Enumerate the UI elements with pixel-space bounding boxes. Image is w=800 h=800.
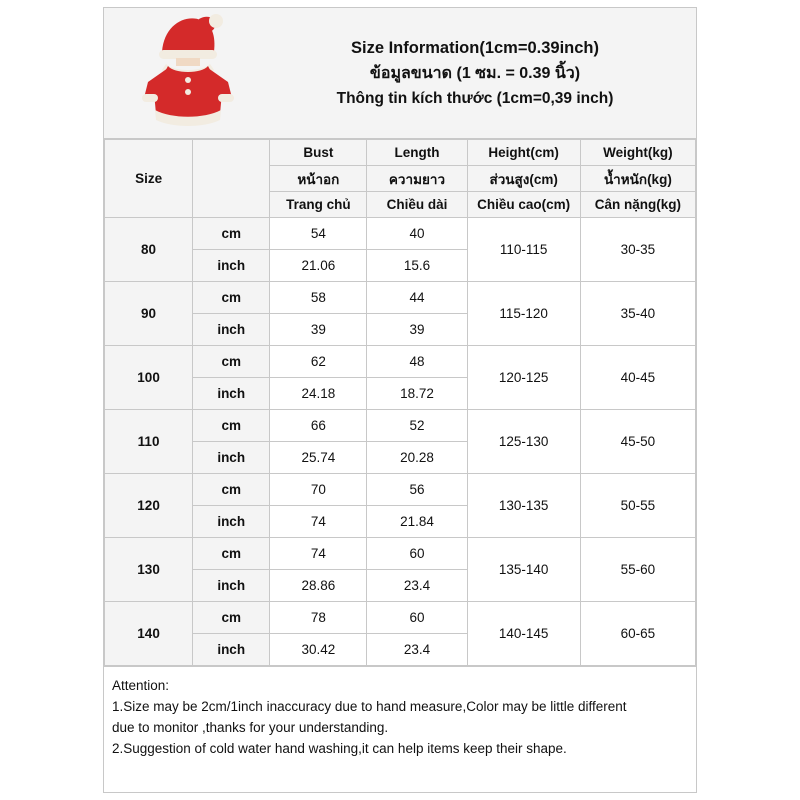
row-size: 100: [105, 346, 193, 410]
row-size: 120: [105, 474, 193, 538]
row-length-cm: 48: [367, 346, 467, 378]
row-unit-cm: cm: [193, 346, 270, 378]
row-weight: 40-45: [580, 346, 695, 410]
row-bust-inch: 25.74: [270, 442, 367, 474]
row-length-inch: 39: [367, 314, 467, 346]
row-unit-cm: cm: [193, 474, 270, 506]
row-unit-inch: inch: [193, 506, 270, 538]
row-unit-cm: cm: [193, 410, 270, 442]
row-unit-inch: inch: [193, 314, 270, 346]
table-header-row-en: [105, 140, 696, 166]
row-height: 110-115: [467, 218, 580, 282]
col-header-length-en: Length: [367, 140, 467, 166]
row-bust-inch: 74: [270, 506, 367, 538]
table-row: [105, 410, 696, 442]
row-height: 130-135: [467, 474, 580, 538]
title-th: ข้อมูลขนาด (1 ซม. = 0.39 นิ้ว): [369, 64, 581, 82]
col-header-length-th: ความยาว: [367, 166, 467, 192]
attention-line-1: 1.Size may be 2cm/1inch inaccuracy due to hand measure,Color may be little different: [112, 699, 627, 714]
row-bust-cm: 66: [270, 410, 367, 442]
size-table: [104, 139, 696, 666]
row-size: 140: [105, 602, 193, 666]
row-weight: 50-55: [580, 474, 695, 538]
row-bust-cm: 78: [270, 602, 367, 634]
row-length-cm: 52: [367, 410, 467, 442]
unit-header-cell: [193, 140, 270, 218]
row-unit-inch: inch: [193, 250, 270, 282]
row-unit-inch: inch: [193, 378, 270, 410]
row-height: 120-125: [467, 346, 580, 410]
row-height: 125-130: [467, 410, 580, 474]
col-header-weight-th: น้ำหนัก(kg): [580, 166, 695, 192]
title-vi: Thông tin kích thước (1cm=0,39 inch): [336, 89, 614, 107]
row-bust-inch: 24.18: [270, 378, 367, 410]
row-length-inch: 18.72: [367, 378, 467, 410]
row-bust-cm: 74: [270, 538, 367, 570]
size-chart-sheet: [103, 7, 697, 793]
table-row: [105, 346, 696, 378]
attention-line-3: 2.Suggestion of cold water hand washing,it can help items keep their shape.: [112, 741, 567, 756]
col-header-weight-vi: Cân nặng(kg): [580, 192, 695, 218]
row-bust-cm: 58: [270, 282, 367, 314]
col-header-bust-th: หน้าอก: [270, 166, 367, 192]
row-bust-inch: 30.42: [270, 634, 367, 666]
row-bust-cm: 54: [270, 218, 367, 250]
row-size: 90: [105, 282, 193, 346]
row-weight: 60-65: [580, 602, 695, 666]
row-length-inch: 20.28: [367, 442, 467, 474]
attention-line-2: due to monitor ,thanks for your understanding.: [112, 720, 389, 735]
chart-title-block: [254, 8, 696, 138]
row-unit-inch: inch: [193, 442, 270, 474]
row-size: 110: [105, 410, 193, 474]
row-length-inch: 21.84: [367, 506, 467, 538]
row-weight: 30-35: [580, 218, 695, 282]
row-unit-cm: cm: [193, 602, 270, 634]
row-unit-cm: cm: [193, 218, 270, 250]
row-length-cm: 60: [367, 602, 467, 634]
table-row: [105, 282, 696, 314]
row-size: 130: [105, 538, 193, 602]
table-row: [105, 218, 696, 250]
row-bust-cm: 62: [270, 346, 367, 378]
col-header-height-en: Height(cm): [467, 140, 580, 166]
product-illustration: [104, 8, 249, 138]
row-bust-inch: 28.86: [270, 570, 367, 602]
row-unit-inch: inch: [193, 570, 270, 602]
row-length-cm: 56: [367, 474, 467, 506]
row-length-cm: 60: [367, 538, 467, 570]
row-length-cm: 44: [367, 282, 467, 314]
col-header-bust-en: Bust: [270, 140, 367, 166]
table-row: [105, 602, 696, 634]
row-length-inch: 15.6: [367, 250, 467, 282]
col-header-weight-en: Weight(kg): [580, 140, 695, 166]
size-header-cell: Size: [105, 140, 193, 218]
chart-header: [104, 8, 696, 139]
row-length-inch: 23.4: [367, 570, 467, 602]
row-weight: 45-50: [580, 410, 695, 474]
table-row: [105, 474, 696, 506]
row-length-cm: 40: [367, 218, 467, 250]
row-height: 115-120: [467, 282, 580, 346]
row-weight: 55-60: [580, 538, 695, 602]
row-bust-inch: 21.06: [270, 250, 367, 282]
col-header-height-vi: Chiều cao(cm): [467, 192, 580, 218]
row-height: 140-145: [467, 602, 580, 666]
row-bust-inch: 39: [270, 314, 367, 346]
row-unit-cm: cm: [193, 282, 270, 314]
title-en: Size Information(1cm=0.39inch): [350, 38, 600, 57]
col-header-height-th: ส่วนสูง(cm): [467, 166, 580, 192]
row-unit-cm: cm: [193, 538, 270, 570]
attention-heading: Attention:: [112, 678, 170, 693]
table-row: [105, 538, 696, 570]
row-size: 80: [105, 218, 193, 282]
attention-block: [104, 666, 696, 765]
row-height: 135-140: [467, 538, 580, 602]
col-header-bust-vi: Trang chủ: [270, 192, 367, 218]
row-weight: 35-40: [580, 282, 695, 346]
col-header-length-vi: Chiều dài: [367, 192, 467, 218]
santa-dress-icon: [104, 8, 249, 138]
row-unit-inch: inch: [193, 634, 270, 666]
row-bust-cm: 70: [270, 474, 367, 506]
row-length-inch: 23.4: [367, 634, 467, 666]
